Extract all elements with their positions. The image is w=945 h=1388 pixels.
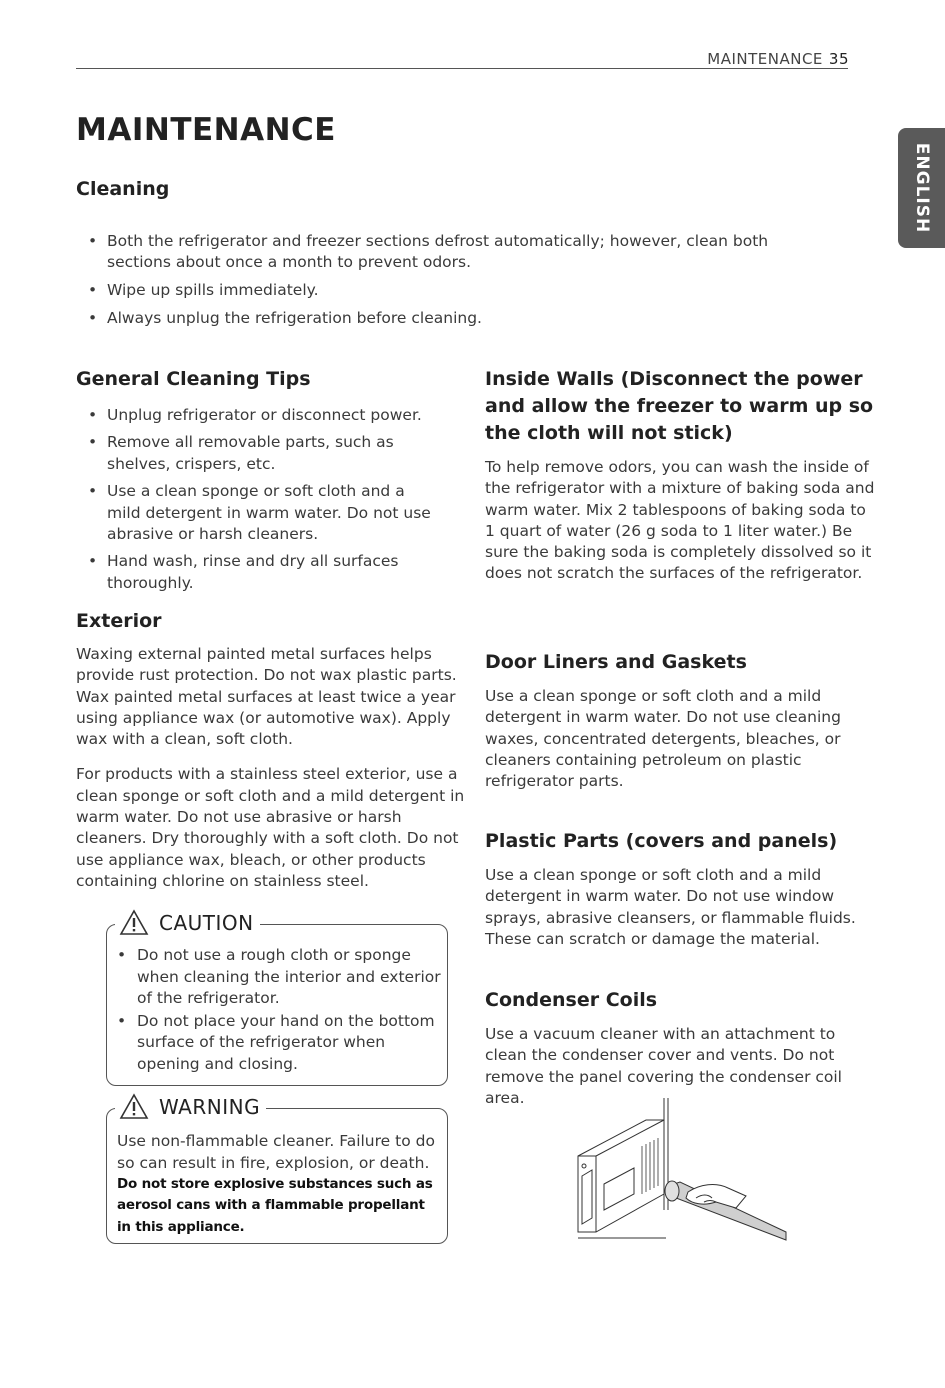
list-item: • Do not use a rough cloth or sponge when cleaning the interior and exterior of the refrigerator. [117, 945, 441, 1009]
inside-walls-heading: Inside Walls (Disconnect the power and allow the freezer to warm up so the cloth will not stick) [485, 368, 874, 444]
caution-label: CAUTION [159, 910, 254, 935]
general-tips-list [88, 405, 438, 594]
door-liners-section [485, 649, 875, 792]
page-number: 35 [828, 50, 849, 68]
door-liners-text: Use a clean sponge or soft cloth and a mild detergent in warm water. Do not use cleaning waxes, concentrated detergents, bleaches, or cleaners containing petroleum on plastic refrigerator parts. [485, 687, 841, 791]
caution-list [117, 945, 441, 1075]
warning-text: Use non-flammable cleaner. Failure to do so can result in fire, explosion, or death. [117, 1132, 435, 1172]
warning-triangle-icon [119, 909, 149, 936]
list-item: • Always unplug the refrigeration before cleaning. [88, 308, 808, 329]
warning-title [115, 1093, 266, 1120]
list-item: • Hand wash, rinse and dry all surfaces thoroughly. [88, 551, 438, 594]
plastic-parts-heading: Plastic Parts (covers and panels) [485, 830, 838, 852]
condenser-section [485, 987, 875, 1109]
condenser-text: Use a vacuum cleaner with an attachment to clean the condenser cover and vents. Do not remove the panel covering the condenser coil area. [485, 1025, 842, 1107]
header-section: MAINTENANCE [707, 50, 823, 68]
exterior-paragraph-1: Waxing external painted metal surfaces helps provide rust protection. Do not wax plastic parts. Wax painted metal surfaces at least twice a year using appliance wax (or automotive wax). Apply wax with a clean, soft cloth. [76, 644, 457, 749]
plastic-parts-text: Use a clean sponge or soft cloth and a mild detergent in warm water. Do not use window sprays, abrasive cleansers, or flammable fluids. These can scratch or damage the material. [485, 866, 856, 948]
language-label: ENGLISH [911, 142, 932, 234]
caution-box [106, 910, 448, 1086]
list-item: • Both the refrigerator and freezer sections defrost automatically; however, clean both sections about once a month to prevent odors. [88, 231, 808, 274]
inside-walls-section [485, 366, 875, 585]
left-column [76, 366, 466, 1244]
page-title: MAINTENANCE [76, 112, 336, 148]
warning-box [106, 1094, 448, 1244]
vacuum-condenser-illustration [576, 1098, 788, 1246]
condenser-heading: Condenser Coils [485, 989, 658, 1011]
door-liners-heading: Door Liners and Gaskets [485, 651, 747, 673]
list-item: • Do not place your hand on the bottom surface of the refrigerator when opening and closing. [117, 1011, 441, 1075]
general-tips-heading: General Cleaning Tips [76, 368, 311, 390]
exterior-heading: Exterior [76, 609, 162, 632]
list-item: • Unplug refrigerator or disconnect power. [88, 405, 438, 426]
header-rule [76, 68, 848, 69]
list-item: • Use a clean sponge or soft cloth and a mild detergent in warm water. Do not use abrasive or harsh cleaners. [88, 481, 438, 545]
warning-bold-text: Do not store explosive substances such as aerosol cans with a flammable propellant in this appliance. [117, 1175, 433, 1235]
list-item: • Wipe up spills immediately. [88, 280, 808, 301]
page-header [707, 50, 849, 68]
cleaning-list [88, 231, 808, 336]
exterior-paragraph-2: For products with a stainless steel exterior, use a clean sponge or soft cloth and a mild detergent in warm water. Do not use abrasive or harsh cleaners. Dry thoroughly with a soft cloth. Do not use appliance wax, bleach, or other products containing chlorine on stainless steel. [76, 765, 465, 890]
cleaning-heading: Cleaning [76, 178, 170, 200]
language-tab [898, 128, 945, 248]
inside-walls-text: To help remove odors, you can wash the inside of the refrigerator with a mixture of baking soda and warm water. Mix 2 tablespoons of baking soda to 1 quart of water (26 g soda to 1 liter water.) Be sure the baking soda is completely dissolved so it does not scratch the surfaces of the refrigerator. [485, 458, 875, 583]
list-item: • Remove all removable parts, such as shelves, crispers, etc. [88, 432, 438, 475]
warning-label: WARNING [159, 1094, 261, 1119]
warning-triangle-icon [119, 1093, 149, 1120]
plastic-parts-section [485, 828, 875, 950]
caution-title [115, 909, 260, 936]
